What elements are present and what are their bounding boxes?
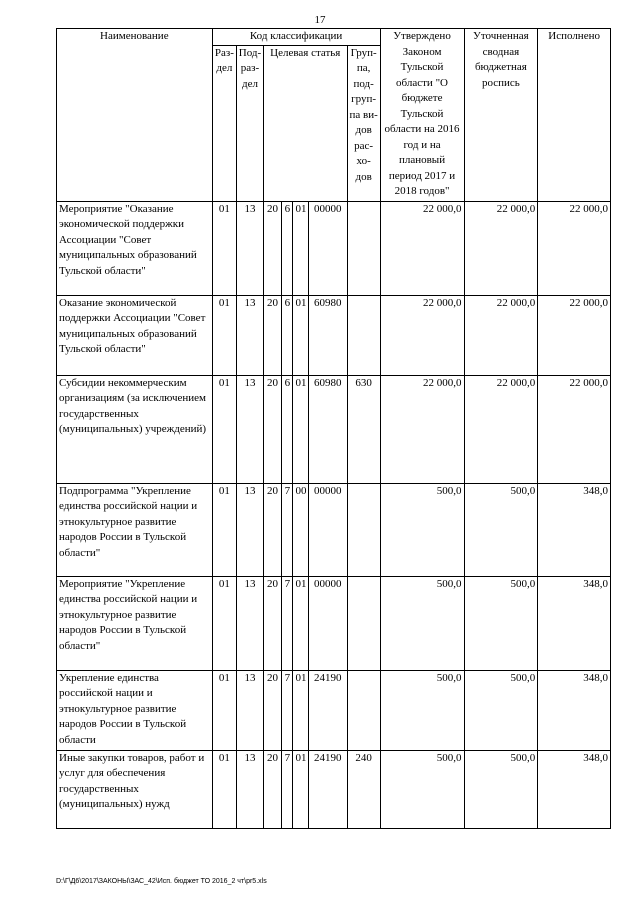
row-razdel: 01	[212, 670, 237, 750]
row-executed: 22 000,0	[538, 201, 611, 295]
header-approved: Утверждено Законом Тульской области "О бюджете Тульской области на 2016 год и на плановый период 2017 и 2018 годов"	[380, 29, 464, 202]
row-approved: 500,0	[380, 483, 464, 576]
row-target-3: 01	[293, 201, 308, 295]
table-row	[57, 375, 611, 483]
row-group	[347, 670, 380, 750]
row-executed: 348,0	[538, 483, 611, 576]
row-refined: 500,0	[464, 750, 538, 828]
row-razdel: 01	[212, 576, 237, 670]
row-razdel: 01	[212, 750, 237, 828]
budget-table	[56, 28, 611, 829]
row-refined: 22 000,0	[464, 375, 538, 483]
row-refined: 500,0	[464, 576, 538, 670]
row-refined: 500,0	[464, 670, 538, 750]
row-refined: 500,0	[464, 483, 538, 576]
row-razdel: 01	[212, 483, 237, 576]
header-group: Груп-па, под-груп-па ви-дов рас-хо-дов	[347, 45, 380, 201]
row-target-3: 01	[293, 375, 308, 483]
table-row	[57, 670, 611, 750]
header-refined: Уточненная сводная бюджетная роспись	[464, 29, 538, 202]
header-razdel: Раз-дел	[212, 45, 237, 201]
table-row	[57, 295, 611, 375]
table-row	[57, 483, 611, 576]
row-target-3: 01	[293, 670, 308, 750]
row-approved: 22 000,0	[380, 295, 464, 375]
row-target-1: 20	[263, 295, 281, 375]
row-target-1: 20	[263, 576, 281, 670]
row-target-2: 7	[282, 576, 293, 670]
row-target-1: 20	[263, 375, 281, 483]
row-razdel: 01	[212, 375, 237, 483]
row-target-4: 00000	[308, 576, 347, 670]
row-target-4: 00000	[308, 483, 347, 576]
row-name: Мероприятие "Оказание экономической поддержки Ассоциации "Совет муниципальных образований Тульской области"	[57, 201, 213, 295]
row-group	[347, 483, 380, 576]
row-target-2: 7	[282, 750, 293, 828]
row-executed: 348,0	[538, 750, 611, 828]
row-target-2: 6	[282, 375, 293, 483]
row-target-3: 01	[293, 750, 308, 828]
row-target-3: 01	[293, 295, 308, 375]
row-group: 240	[347, 750, 380, 828]
row-name: Подпрограмма "Укрепление единства российской нации и этнокультурное развитие народов России в Тульской области"	[57, 483, 213, 576]
row-executed: 22 000,0	[538, 295, 611, 375]
row-group	[347, 201, 380, 295]
row-target-4: 60980	[308, 375, 347, 483]
row-razdel: 01	[212, 295, 237, 375]
row-target-1: 20	[263, 670, 281, 750]
row-name: Укрепление единства российской нации и этнокультурное развитие народов России в Тульской области	[57, 670, 213, 750]
header-podrazdel: Под-раз-дел	[237, 45, 264, 201]
row-podrazdel: 13	[237, 375, 264, 483]
table-row	[57, 201, 611, 295]
row-name: Иные закупки товаров, работ и услуг для обеспечения государственных (муниципальных) нужд	[57, 750, 213, 828]
row-approved: 500,0	[380, 670, 464, 750]
row-target-3: 00	[293, 483, 308, 576]
page-number: 17	[314, 14, 326, 26]
row-target-4: 24190	[308, 670, 347, 750]
row-podrazdel: 13	[237, 295, 264, 375]
row-name: Мероприятие "Укрепление единства российской нации и этнокультурное развитие народов России в Тульской области"	[57, 576, 213, 670]
row-name: Субсидии некоммерческим организациям (за исключением государственных (муниципальных) учреждений)	[57, 375, 213, 483]
row-executed: 348,0	[538, 576, 611, 670]
header-name: Наименование	[57, 29, 213, 202]
row-target-2: 6	[282, 201, 293, 295]
row-refined: 22 000,0	[464, 201, 538, 295]
header-code-group: Код классификации	[212, 29, 380, 46]
row-target-4: 24190	[308, 750, 347, 828]
row-podrazdel: 13	[237, 670, 264, 750]
row-podrazdel: 13	[237, 201, 264, 295]
row-target-1: 20	[263, 750, 281, 828]
table-row	[57, 576, 611, 670]
row-target-4: 00000	[308, 201, 347, 295]
row-group	[347, 576, 380, 670]
file-path-footer: D:\Г\Д6\2017\ЗАКОНЫ\ЗАС_42\Исп. бюджет ТО 2016_2 чт\pr5.xls	[56, 878, 267, 885]
row-group: 630	[347, 375, 380, 483]
row-target-4: 60980	[308, 295, 347, 375]
row-razdel: 01	[212, 201, 237, 295]
row-executed: 348,0	[538, 670, 611, 750]
header-executed: Исполнено	[538, 29, 611, 202]
row-podrazdel: 13	[237, 576, 264, 670]
row-executed: 22 000,0	[538, 375, 611, 483]
row-approved: 500,0	[380, 576, 464, 670]
header-target: Целевая статья	[263, 45, 347, 201]
row-podrazdel: 13	[237, 750, 264, 828]
table-row	[57, 750, 611, 828]
row-podrazdel: 13	[237, 483, 264, 576]
row-approved: 22 000,0	[380, 375, 464, 483]
row-target-1: 20	[263, 201, 281, 295]
row-target-3: 01	[293, 576, 308, 670]
row-refined: 22 000,0	[464, 295, 538, 375]
row-group	[347, 295, 380, 375]
row-approved: 500,0	[380, 750, 464, 828]
row-target-2: 6	[282, 295, 293, 375]
row-name: Оказание экономической поддержки Ассоциации "Совет муниципальных образований Тульской области"	[57, 295, 213, 375]
row-target-2: 7	[282, 483, 293, 576]
row-approved: 22 000,0	[380, 201, 464, 295]
row-target-1: 20	[263, 483, 281, 576]
row-target-2: 7	[282, 670, 293, 750]
